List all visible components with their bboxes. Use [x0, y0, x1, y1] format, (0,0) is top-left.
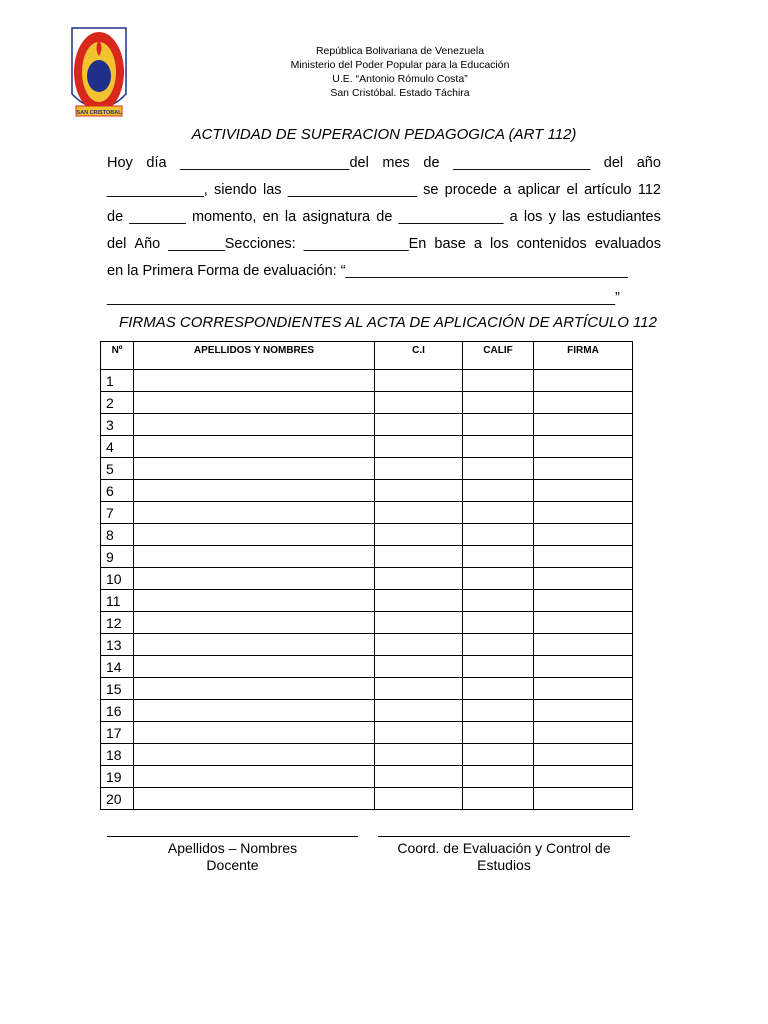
- paragraph-line-6: _______________________________________________________________”: [107, 290, 620, 306]
- name-cell[interactable]: [134, 766, 375, 788]
- ci-cell[interactable]: [375, 414, 463, 436]
- teacher-role-label: Docente: [206, 857, 259, 873]
- table-body: [101, 370, 633, 810]
- firma-cell[interactable]: [534, 524, 633, 546]
- table-row: [101, 480, 633, 502]
- ci-cell[interactable]: [375, 656, 463, 678]
- row-number: 11: [101, 590, 134, 612]
- name-cell[interactable]: [134, 480, 375, 502]
- ci-cell[interactable]: [375, 634, 463, 656]
- table-row: [101, 634, 633, 656]
- header-country: República Bolivariana de Venezuela: [315, 45, 485, 57]
- calif-cell[interactable]: [463, 700, 534, 722]
- name-cell[interactable]: [134, 634, 375, 656]
- calif-cell[interactable]: [463, 546, 534, 568]
- calif-cell[interactable]: [463, 524, 534, 546]
- firma-cell[interactable]: [534, 436, 633, 458]
- ci-cell[interactable]: [375, 766, 463, 788]
- form-paragraph: [107, 150, 661, 312]
- signature-line: [107, 836, 358, 837]
- document-title: ACTIVIDAD DE SUPERACION PEDAGOGICA (ART 112): [191, 126, 577, 143]
- calif-cell[interactable]: [463, 656, 534, 678]
- table-subtitle: FIRMAS CORRESPONDIENTES AL ACTA DE APLICACIÓN DE ARTÍCULO 112: [119, 314, 657, 331]
- firma-cell[interactable]: [534, 678, 633, 700]
- row-number: 9: [101, 546, 134, 568]
- table-header-row: [101, 342, 633, 370]
- ci-cell[interactable]: [375, 458, 463, 480]
- name-cell[interactable]: [134, 700, 375, 722]
- firma-cell[interactable]: [534, 480, 633, 502]
- calif-cell[interactable]: [463, 788, 534, 810]
- table-row: [101, 458, 633, 480]
- calif-cell[interactable]: [463, 392, 534, 414]
- table-row: [101, 590, 633, 612]
- firma-cell[interactable]: [534, 458, 633, 480]
- calif-cell[interactable]: [463, 612, 534, 634]
- firma-cell[interactable]: [534, 722, 633, 744]
- table-row: [101, 722, 633, 744]
- row-number: 8: [101, 524, 134, 546]
- row-number: 14: [101, 656, 134, 678]
- calif-cell[interactable]: [463, 414, 534, 436]
- name-cell[interactable]: [134, 546, 375, 568]
- header-calif: CALIF: [463, 342, 534, 370]
- row-number: 10: [101, 568, 134, 590]
- paragraph-line-2: ____________, siendo las ________________ se procede a aplicar el artículo 112: [107, 182, 661, 198]
- firma-cell[interactable]: [534, 590, 633, 612]
- name-cell[interactable]: [134, 590, 375, 612]
- calif-cell[interactable]: [463, 458, 534, 480]
- row-number: 6: [101, 480, 134, 502]
- name-cell[interactable]: [134, 502, 375, 524]
- table-row: [101, 392, 633, 414]
- paragraph-line-3: de _______ momento, en la asignatura de _____________ a los y las estudiantes: [107, 209, 661, 225]
- calif-cell[interactable]: [463, 568, 534, 590]
- row-number: 13: [101, 634, 134, 656]
- table-row: [101, 436, 633, 458]
- ci-cell[interactable]: [375, 480, 463, 502]
- name-cell[interactable]: [134, 414, 375, 436]
- table-row: [101, 370, 633, 392]
- header-firma: FIRMA: [534, 342, 633, 370]
- name-cell[interactable]: [134, 612, 375, 634]
- firma-cell[interactable]: [534, 766, 633, 788]
- signature-table: [100, 341, 633, 810]
- calif-cell[interactable]: [463, 744, 534, 766]
- ci-cell[interactable]: [375, 436, 463, 458]
- signature-line: [378, 836, 630, 837]
- table-row: [101, 612, 633, 634]
- paragraph-line-5: en la Primera Forma de evaluación: “___________________________________: [107, 263, 628, 279]
- row-number: 16: [101, 700, 134, 722]
- row-number: 3: [101, 414, 134, 436]
- ci-cell[interactable]: [375, 392, 463, 414]
- ci-cell[interactable]: [375, 502, 463, 524]
- row-number: 19: [101, 766, 134, 788]
- ci-cell[interactable]: [375, 370, 463, 392]
- ci-cell[interactable]: [375, 788, 463, 810]
- paragraph-line-4: del Año _______Secciones: _____________En base a los contenidos evaluados: [107, 236, 661, 252]
- table-row: [101, 678, 633, 700]
- name-cell[interactable]: [134, 788, 375, 810]
- teacher-signature-label: Apellidos – Nombres: [167, 840, 298, 856]
- row-number: 5: [101, 458, 134, 480]
- name-cell[interactable]: [134, 436, 375, 458]
- calif-cell[interactable]: [463, 370, 534, 392]
- name-cell[interactable]: [134, 744, 375, 766]
- firma-cell[interactable]: [534, 414, 633, 436]
- table-row: [101, 546, 633, 568]
- table-row: [101, 568, 633, 590]
- header-location: San Cristóbal. Estado Táchira: [330, 87, 470, 99]
- firma-cell[interactable]: [534, 502, 633, 524]
- table-row: [101, 502, 633, 524]
- header-school: U.E. “Antonio Rómulo Costa”: [332, 73, 468, 85]
- row-number: 4: [101, 436, 134, 458]
- firma-cell[interactable]: [534, 568, 633, 590]
- name-cell[interactable]: [134, 458, 375, 480]
- calif-cell[interactable]: [463, 480, 534, 502]
- paragraph-line-1: Hoy día _____________________del mes de _________________ del año: [107, 155, 661, 171]
- ci-cell[interactable]: [375, 744, 463, 766]
- header-names: APELLIDOS Y NOMBRES: [134, 342, 375, 370]
- table-row: [101, 524, 633, 546]
- header-number: Nº: [101, 342, 134, 370]
- ci-cell[interactable]: [375, 590, 463, 612]
- firma-cell[interactable]: [534, 656, 633, 678]
- name-cell[interactable]: [134, 524, 375, 546]
- ci-cell[interactable]: [375, 612, 463, 634]
- firma-cell[interactable]: [534, 744, 633, 766]
- table-row: [101, 656, 633, 678]
- table-row: [101, 788, 633, 810]
- calif-cell[interactable]: [463, 678, 534, 700]
- teacher-signature: [107, 836, 358, 874]
- row-number: 18: [101, 744, 134, 766]
- coordinator-role-label: Estudios: [477, 857, 531, 873]
- calif-cell[interactable]: [463, 502, 534, 524]
- firma-cell[interactable]: [534, 634, 633, 656]
- firma-cell[interactable]: [534, 788, 633, 810]
- calif-cell[interactable]: [463, 722, 534, 744]
- calif-cell[interactable]: [463, 766, 534, 788]
- table-row: [101, 414, 633, 436]
- row-number: 1: [101, 370, 134, 392]
- calif-cell[interactable]: [463, 590, 534, 612]
- table-row: [101, 766, 633, 788]
- firma-cell[interactable]: [534, 392, 633, 414]
- name-cell[interactable]: [134, 392, 375, 414]
- row-number: 20: [101, 788, 134, 810]
- school-logo: [70, 26, 128, 122]
- name-cell[interactable]: [134, 678, 375, 700]
- ci-cell[interactable]: [375, 568, 463, 590]
- header-ci: C.I: [375, 342, 463, 370]
- header-ministry: Ministerio del Poder Popular para la Educación: [290, 59, 510, 71]
- ci-cell[interactable]: [375, 700, 463, 722]
- firma-cell[interactable]: [534, 612, 633, 634]
- row-number: 15: [101, 678, 134, 700]
- coordinator-signature: [378, 836, 630, 874]
- ci-cell[interactable]: [375, 722, 463, 744]
- row-number: 12: [101, 612, 134, 634]
- firma-cell[interactable]: [534, 546, 633, 568]
- calif-cell[interactable]: [463, 634, 534, 656]
- calif-cell[interactable]: [463, 436, 534, 458]
- document-header: [200, 44, 600, 100]
- logo-text: SAN CRISTOBAL: [76, 110, 122, 116]
- coordinator-signature-label: Coord. de Evaluación y Control de: [397, 840, 611, 856]
- firma-cell[interactable]: [534, 370, 633, 392]
- row-number: 17: [101, 722, 134, 744]
- ci-cell[interactable]: [375, 524, 463, 546]
- row-number: 7: [101, 502, 134, 524]
- row-number: 2: [101, 392, 134, 414]
- name-cell[interactable]: [134, 656, 375, 678]
- name-cell[interactable]: [134, 568, 375, 590]
- ci-cell[interactable]: [375, 546, 463, 568]
- table-row: [101, 700, 633, 722]
- table-row: [101, 744, 633, 766]
- name-cell[interactable]: [134, 370, 375, 392]
- ci-cell[interactable]: [375, 678, 463, 700]
- name-cell[interactable]: [134, 722, 375, 744]
- firma-cell[interactable]: [534, 700, 633, 722]
